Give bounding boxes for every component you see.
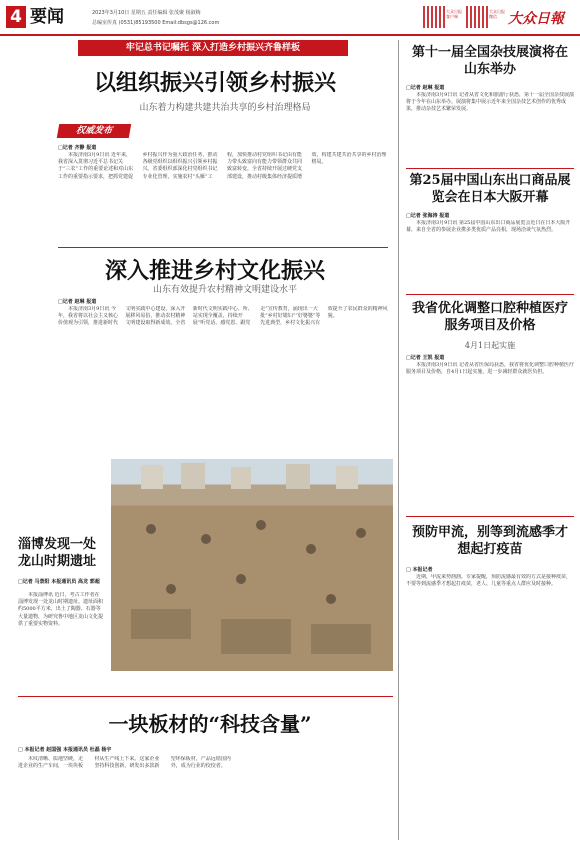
subtitle-organization: 山东着力构建共建共治共享的乡村治理格局	[139, 103, 311, 113]
article-body: 近期，甲流来势汹汹。专家提醒，预防流感最有效的方式是接种疫苗，不要等到流感季才想起打疫苗，老人、儿童等重点人群应及时接种。	[406, 574, 572, 588]
article-body: 本报淄博讯 近日，考古工作者在淄博发现一处龙山时期遗址。遗址面积约5000平方米，出土了陶器、石器等大量遗物，为研究鲁中地区龙山文化提供了重要实物资料。	[18, 592, 104, 627]
masthead-date-editor: 2023年3月10日 星期五 责任编辑 张茂聚 杨淑梅	[92, 10, 201, 16]
article-body: 本报济南3月9日讯 记者从省医保局获悉，我省将优化调整口腔种植医疗服务项目及价格，自4月1日起实施，进一步减轻群众就医负担。	[406, 362, 574, 376]
newspaper-logo: 大众日報	[508, 11, 564, 27]
byline: □记者 赵琳 报道	[406, 85, 445, 91]
divider	[406, 516, 574, 517]
headline-acrobatics: 第十一届全国杂技展演将在山东举办	[411, 45, 568, 77]
divider	[406, 294, 574, 295]
excavation-photo	[111, 459, 393, 671]
qr-code-icon	[423, 6, 445, 28]
headline-expo: 第25届中国山东出口商品展览会在日本大阪开幕	[409, 173, 571, 205]
divider	[18, 696, 393, 697]
column-divider	[398, 40, 399, 840]
qr-label: 大众日报 微信	[489, 9, 505, 19]
article-body: 木纹清晰、质地坚硬，走进企业的生产车间，一块块板材从生产线上下来。这家企业坚持科技创新，研发出多款新型环保板材，产品远销国内外，成为行业的佼佼者。	[18, 756, 231, 770]
byline: □记者 赵琳 报道	[58, 299, 97, 305]
byline: □ 本报记者 赵国强 本报通讯员 杜磊 杨宇	[18, 747, 112, 753]
byline: □记者 王凯 报道	[406, 355, 445, 361]
article-body: 本报济南3月9日讯 近年来，我省深入贯彻习近平总书记关于“三农”工作的重要论述和对山东工作的重要指示要求，把抓党建促乡村振兴作为重大政治任务，推动各级党组织以组织振兴引领乡村振兴。省委组织部深化村党组织书记专业化管理，实施农村“头雁”工程，加快推动村党组织书记由有能力带头致富向有能力带领群众共同致富转变。全省持续开展过硬党支部建设，推动村级集体经济提质增效，构建共建共治共享的乡村治理格局。	[58, 152, 387, 180]
qr-label: 大众日报 客户端	[446, 9, 462, 19]
divider	[406, 168, 574, 169]
headline-organization: 以组织振兴引领乡村振兴	[93, 70, 336, 96]
topic-banner: 牢记总书记嘱托 深入打造乡村振兴齐鲁样板	[78, 40, 348, 56]
divider	[58, 247, 388, 248]
headline-board: 一块板材的“科技含量”	[108, 712, 312, 736]
qr-code-icon	[466, 6, 488, 28]
article-body: 本报济南3月9日讯 今年，我省将以社会主义核心价值观为引领，推进新时代文明实践中心建设，深入开展移风易俗，推动农村精神文明建设取得新成效。全省新时代文明实践中心、所、站实现全覆盖，持续开展“听党话、感党恩、跟党走”宣传教育，涌现出一大批“乡村好媳妇”“好婆婆”等先进典型，乡村文化振兴有效提升了农民群众的精神风貌。	[58, 306, 388, 327]
masthead-contact: 总编室传真 (0531)85193500 Email:dbsgs@126.com	[92, 20, 220, 26]
byline: □记者 马景阳 本报通讯员 高龙 郭超	[18, 579, 100, 585]
headline-flu: 预防甲流，别等到流感季才想起打疫苗	[411, 525, 568, 557]
subtitle-culture: 山东有效提升农村精神文明建设水平	[152, 285, 297, 295]
headline-site: 淄博发现一处龙山时期遗址	[18, 537, 97, 569]
article-body: 本报济南3月9日讯 第25届中国山东出口商品展览会近日在日本大阪开幕，来自全省的参展企业携多类优质产品亮相，现场洽谈气氛热烈。	[406, 220, 571, 234]
authority-badge: 权威发布	[57, 124, 131, 138]
headline-dental: 我省优化调整口腔种植医疗服务项目及价格	[411, 301, 568, 333]
headline-culture: 深入推进乡村文化振兴	[104, 258, 325, 284]
byline: □ 本报记者	[406, 567, 433, 573]
article-body: 本报济南3月9日讯 记者从省文化和旅游厅获悉，第十一届全国杂技展演将于今年在山东举办。展演将集中展示近年来全国杂技艺术创作的优秀成果，推动杂技艺术繁荣发展。	[406, 92, 574, 113]
byline: □记者 张海涛 报道	[406, 213, 450, 219]
byline: □记者 齐静 报道	[58, 145, 97, 151]
page-number: 4	[6, 6, 26, 28]
effective-date: 4月1日起实施	[464, 341, 516, 350]
section-title: 要闻	[30, 7, 64, 27]
